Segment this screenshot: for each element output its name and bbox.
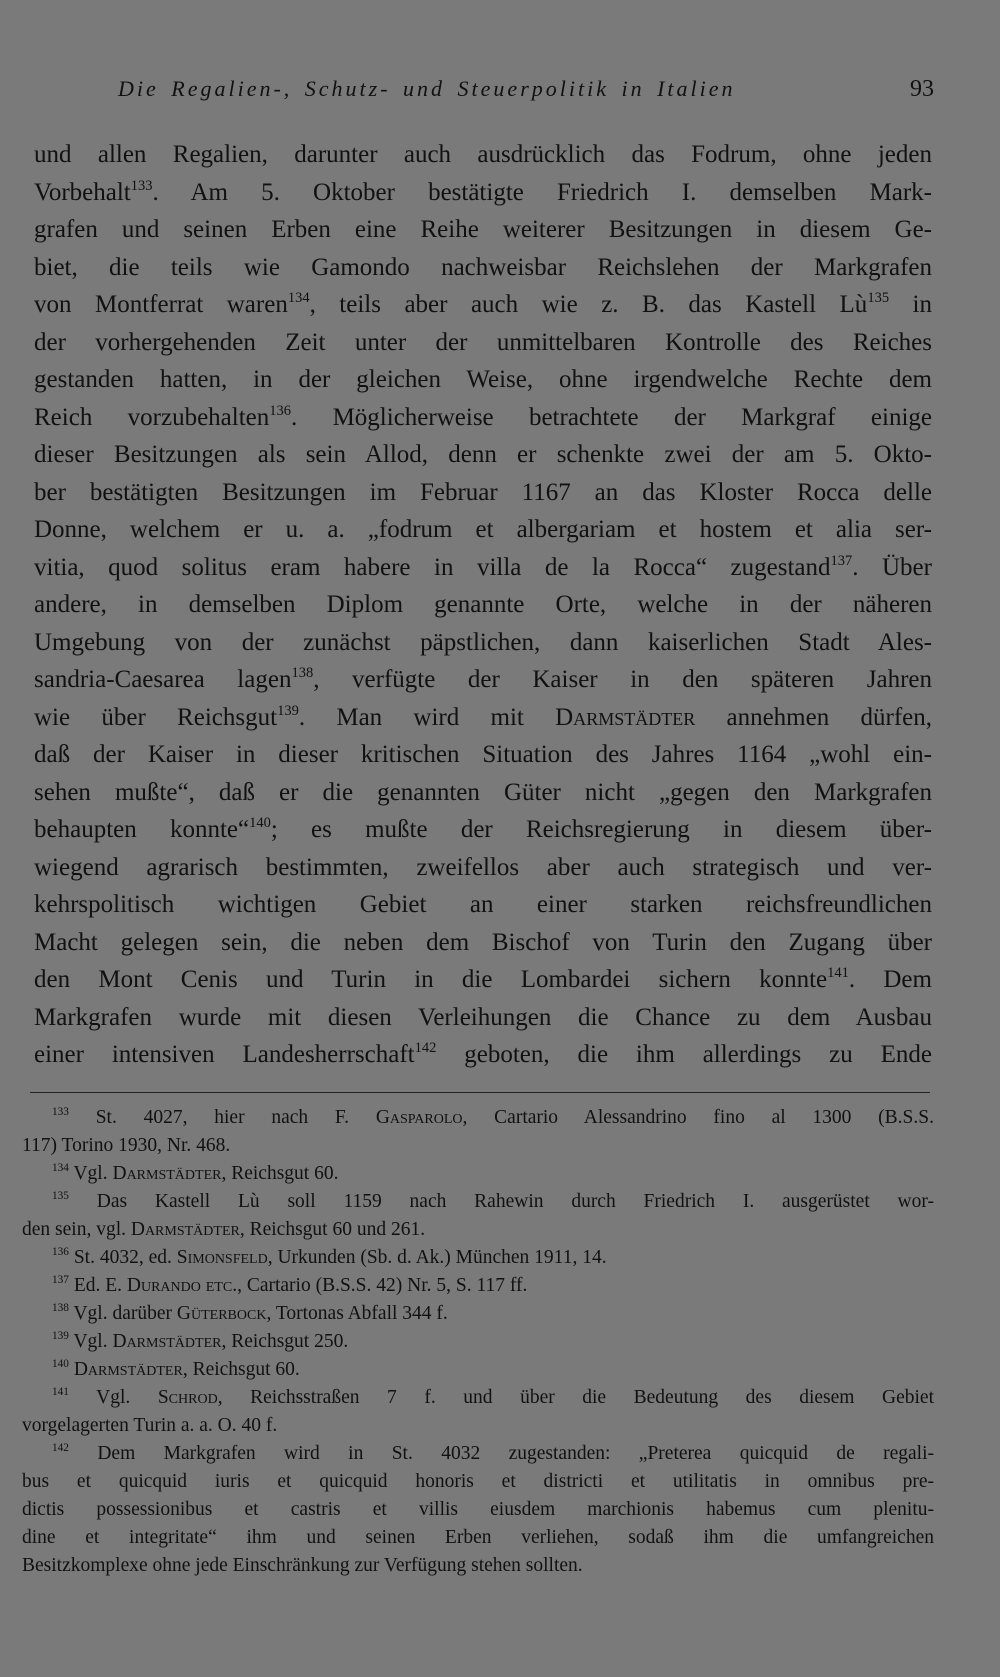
footnote-134: $^{134}$ Vgl. Darmstädter, Reichsgut 60.: [52, 1162, 339, 1184]
text-line: gestanden hatten, in der gleichen Weise, ohne irgendwelche Rechte dem: [34, 366, 932, 393]
footnote-138: $^{138}$ Vgl. darüber Güterbock, Tortonas Abfall 344 f.: [52, 1302, 448, 1324]
footnotes: [22, 1104, 934, 1580]
text-line: ber bestätigten Besitzungen im Februar 1167 an das Kloster Rocca delle: [34, 478, 932, 506]
footnote-142-cont: bus et quicquid iuris et quicquid honoris et districti et utilitatis in omnibus pre-: [22, 1471, 934, 1492]
page-number: 93: [910, 76, 934, 102]
text-line: den Mont Cenis und Turin in die Lombardei sichern konnte$^{141}$. Dem: [34, 964, 932, 993]
footnote-142-cont: dictis possessionibus et castris et villis eiusdem marchionis habemus cum plenitu-: [22, 1499, 934, 1520]
text-line: Markgrafen wurde mit diesen Verleihungen die Chance zu dem Ausbau: [34, 1003, 932, 1031]
text-line: wiegend agrarisch bestimmten, zweifellos aber auch strategisch und ver-: [34, 853, 932, 881]
footnote-136: $^{136}$ St. 4032, ed. Simonsfeld, Urkunden (Sb. d. Ak.) München 1911, 14.: [52, 1246, 607, 1268]
footnote-ref: 139: [277, 702, 299, 719]
main-text: [34, 136, 932, 1074]
footnote-ref: 142: [414, 1039, 437, 1056]
text-line: Reich vorzubehalten$^{136}$. Möglicherweise betrachtete der Markgraf einige: [34, 402, 932, 431]
footnote-142-cont: dine et integritate“ ihm und seinen Erben verliehen, sodaß ihm die umfangreichen: [22, 1527, 934, 1548]
footnote-139: $^{139}$ Vgl. Darmstädter, Reichsgut 250.: [52, 1330, 349, 1352]
text-line: dieser Besitzungen als sein Allod, denn er schenkte zwei der am 5. Okto-: [34, 441, 932, 468]
footnote-ref: 138: [291, 664, 314, 681]
text-line: und allen Regalien, darunter auch ausdrücklich das Fodrum, ohne jeden: [34, 141, 932, 168]
page-header: [118, 76, 934, 116]
running-title: Die Regalien-, Schutz- und Steuerpolitik in Italien: [118, 76, 736, 101]
text-line: sehen mußte“, daß er die genannten Güter nicht „gegen den Markgrafen: [34, 778, 932, 806]
text-line: Macht gelegen sein, die neben dem Bischof von Turin den Zugang über: [34, 928, 932, 956]
text-line: Vorbehalt$^{133}$. Am 5. Oktober bestätigte Friedrich I. demselben Mark-: [34, 177, 932, 206]
footnote-142: $^{142}$ Dem Markgrafen wird in St. 4032 zugestanden: „Preterea quicquid de regali-: [52, 1442, 934, 1464]
text-line: sandria-Caesarea lagen$^{138}$, verfügte der Kaiser in den späteren Jahren: [34, 664, 932, 693]
footnote-133: $^{133}$ St. 4027, hier nach F. Gasparolo, Cartario Alessandrino fino al 1300 (B.S.S.: [52, 1106, 934, 1128]
text-line: wie über Reichsgut$^{139}$. Man wird mit Darmstädter annehmen dürfen,: [34, 702, 932, 731]
footnote-ref: 137: [830, 552, 853, 569]
footnote-ref: 134: [287, 289, 310, 306]
footnote-135-cont: den sein, vgl. Darmstädter, Reichsgut 60 und 261.: [22, 1219, 426, 1240]
footnote-133-cont: 117) Torino 1930, Nr. 468.: [22, 1135, 231, 1156]
footnote-ref: 136: [269, 402, 291, 419]
text-line: kehrspolitisch wichtigen Gebiet an einer starken reichsfreundlichen: [34, 891, 932, 918]
footnote-137: $^{137}$ Ed. E. Durando etc., Cartario (B.S.S. 42) Nr. 5, S. 117 ff.: [52, 1274, 528, 1296]
text-line: biet, die teils wie Gamondo nachweisbar Reichslehen der Markgrafen: [34, 253, 932, 281]
text-line: daß der Kaiser in dieser kritischen Situation des Jahres 1164 „wohl ein-: [34, 741, 932, 768]
text-line: einer intensiven Landesherrschaft$^{142}$ geboten, die ihm allerdings zu Ende: [34, 1039, 932, 1068]
text-line: Umgebung von der zunächst päpstlichen, dann kaiserlichen Stadt Ales-: [34, 628, 932, 656]
text-line: behaupten konnte“$^{140}$; es mußte der Reichsregierung in diesem über-: [34, 814, 932, 843]
footnote-135: $^{135}$ Das Kastell Lù soll 1159 nach Rahewin durch Friedrich I. ausgerüstet wor-: [52, 1190, 934, 1212]
footnote-140: $^{140}$ Darmstädter, Reichsgut 60.: [52, 1358, 300, 1380]
text-line: von Montferrat waren$^{134}$, teils aber auch wie z. B. das Kastell $Lù^{135}$ in: [34, 289, 932, 318]
text-line: der vorhergehenden Zeit unter der unmittelbaren Kontrolle des Reiches: [34, 328, 932, 356]
footnote-141-cont: vorgelagerten Turin a. a. O. 40 f.: [22, 1415, 278, 1436]
footnote-separator: [30, 1092, 930, 1093]
footnote-141: $^{141}$ Vgl. Schrod, Reichsstraßen 7 f. und über die Bedeutung des diesem Gebiet: [52, 1386, 934, 1408]
footnote-ref: 135: [867, 289, 890, 306]
footnote-142-cont: Besitzkomplexe ohne jede Einschränkung zur Verfügung stehen sollten.: [22, 1555, 583, 1576]
text-line: grafen und seinen Erben eine Reihe weiterer Besitzungen in diesem Ge-: [34, 216, 932, 243]
text-line: Donne, welchem er u. a. „fodrum et albergariam et hostem et alia ser-: [34, 516, 932, 543]
footnote-ref: 141: [827, 964, 849, 981]
text-line: vitia, quod solitus eram habere in villa de la Rocca“ zugestand$^{137}$. Über: [34, 552, 932, 581]
footnote-ref: 133: [130, 177, 153, 194]
text-line: andere, in demselben Diplom genannte Orte, welche in der näheren: [34, 591, 932, 618]
author-name: Darmstädter: [555, 703, 696, 731]
footnote-ref: 140: [249, 814, 271, 831]
